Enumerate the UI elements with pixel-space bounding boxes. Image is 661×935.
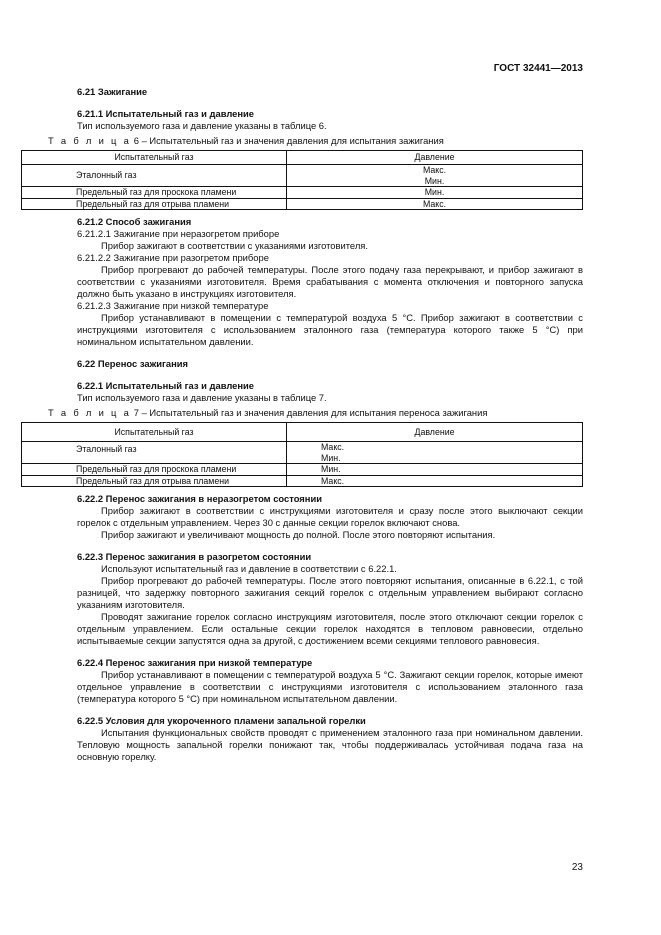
table-cell-gas: Эталонный газ [22,442,287,464]
paragraph: Используют испытательный газ и давление в соответствии с 6.22.1. [101,563,397,574]
section-6-22-title: 6.22 Перенос зажигания [77,358,189,369]
paragraph: Прибор прогревают до рабочей температуры. После этого повторяют испытания, описанные в 6.22.1, с той разницей, что задержку повторного зажигания секций горелок с отдельным управлением выбирают согласно указаниям изготовителя. [77,575,583,610]
paragraph: Прибор прогревают до рабочей температуры. После этого подачу газа перекрывают, и прибор зажигают в соответствии с указаниями изготовителя. Время срабатывания с момента отключения и повторного запуска должно быть указано в инструкциях изготовителя. [77,264,583,299]
paragraph: Испытания функциональных свойств проводят с применением эталонного газа при номинальном давлении. Тепловую мощность запальной горелки понижают так, чтобы поддерживалась устойчивая подача газа на основную горелку. [77,727,583,762]
table-row [22,198,583,210]
section-6-21-2-title: 6.21.2 Способ зажигания [77,216,192,227]
table-row [22,423,583,442]
pressure-value: Макс. [321,442,345,452]
section-6-22-1-text: Тип используемого газа и давление указаны в таблице 7. [77,392,327,403]
table-cell-gas: Предельный газ для отрыва пламени [22,198,287,210]
table-cell-pressure: Макс. [287,198,583,210]
table-row [22,151,583,165]
table-7-caption-text: 7 – Испытательный газ и значения давления для испытания переноса зажигания [131,407,488,418]
table-cell-pressure [287,165,583,187]
section-6-22-4-title: 6.22.4 Перенос зажигания при низкой температуре [77,657,313,668]
paragraph: Прибор зажигают и увеличивают мощность до полной. После этого повторяют испытания. [101,529,496,540]
section-6-21-title: 6.21 Зажигание [77,86,148,97]
section-6-22-2-title: 6.22.2 Перенос зажигания в неразогретом состоянии [77,493,322,504]
section-6-22-5-title: 6.22.5 Условия для укороченного пламени запальной горелки [77,715,366,726]
table-cell-gas: Эталонный газ [22,165,287,187]
table-row [22,475,583,487]
table-7-caption [48,407,583,419]
table-header-cell: Давление [287,151,583,165]
section-6-21-1-title: 6.21.1 Испытательный газ и давление [77,108,255,119]
paragraph: 6.21.2.1 Зажигание при неразогретом приборе [77,228,280,239]
page-content [48,86,583,763]
pressure-value: Мин. [424,175,445,186]
table-header-cell: Давление [287,423,583,442]
page-number: 23 [571,862,583,873]
table-cell-pressure [287,442,583,464]
paragraph: 6.21.2.2 Зажигание при разогретом приборе [77,252,269,263]
paragraph: Проводят зажигание горелок согласно инструкциям изготовителя, после этого отключают секции горелок с отдельным управлением. Если остальные секции горелок находятся в тепловом равновесии, отдельно испытываемые секции запустятся одна за другой, с достижением всеми секциями теплового равновесия. [77,611,583,646]
table-cell-pressure: Мин. [287,464,583,476]
table-cell-pressure: Макс. [287,475,583,487]
table-7-label: Т а б л и ц а [48,407,132,418]
table-row [22,464,583,476]
table-row [22,187,583,199]
table-header-cell: Испытательный газ [22,151,287,165]
table-6-caption [48,135,583,147]
section-6-22-3-title: 6.22.3 Перенос зажигания в разогретом состоянии [77,551,312,562]
table-row [22,165,583,187]
pressure-value: Мин. [321,452,341,463]
table-6-label: Т а б л и ц а [48,135,132,146]
table-6 [21,150,583,210]
paragraph: Прибор зажигают в соответствии с указаниями изготовителя. [101,240,368,251]
section-6-22-1-title: 6.22.1 Испытательный газ и давление [77,380,255,391]
paragraph: 6.21.2.3 Зажигание при низкой температуре [77,300,269,311]
table-cell-pressure: Мин. [287,187,583,199]
paragraph: Прибор зажигают в соответствии с инструкциями изготовителя и сразу после этого выключают секции горелок с отдельным управлением. Через 30 с данные секции горелок включают снова. [77,505,583,528]
table-7 [21,422,583,487]
paragraph: Прибор устанавливают в помещении с температурой воздуха 5 °С. Зажигают секции горелок, которые имеют отдельное управление в соответствии с инструкциями изготовителя с использованием эталонного газа (температура которого 5 °С) при номинальном испытательном давлении. [77,669,583,704]
table-header-cell: Испытательный газ [22,423,287,442]
table-6-caption-text: 6 – Испытательный газ и значения давления для испытания зажигания [131,135,444,146]
table-cell-gas: Предельный газ для отрыва пламени [22,475,287,487]
pressure-value: Макс. [422,165,447,175]
standard-designation: ГОСТ 32441—2013 [493,63,583,74]
section-6-21-1-text: Тип используемого газа и давление указаны в таблице 6. [77,120,327,131]
table-cell-gas: Предельный газ для проскока пламени [22,464,287,476]
table-row [22,442,583,464]
paragraph: Прибор устанавливают в помещении с температурой воздуха 5 °С. Прибор зажигают в соответствии с инструкциями изготовителя с использованием эталонного газа (температура которого также 5 °С) при номинальном испытательном давлении. [77,312,583,347]
table-cell-gas: Предельный газ для проскока пламени [22,187,287,199]
